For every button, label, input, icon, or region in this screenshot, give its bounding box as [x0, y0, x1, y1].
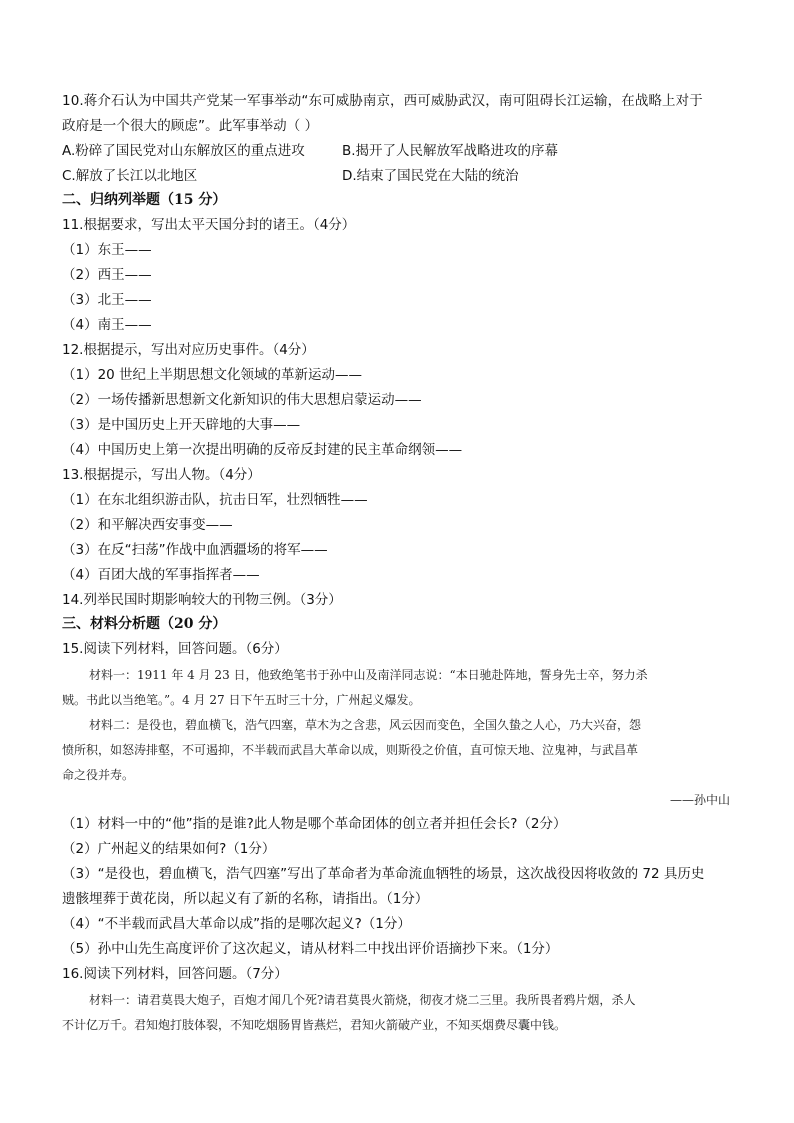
q11-prompt: 11.根据要求，写出太平天国分封的诸王。（4分）: [62, 217, 356, 233]
q15-sub-question: （3）“是役也，碧血横飞，浩气四塞”写出了革命者为革命流血牺牲的场景，这次战役因将收敛的 72 具历史: [62, 866, 705, 882]
q15-sub-question: （5）孙中山先生高度评价了这次起义，请从材料二中找出评价语摘抄下来。（1分）: [62, 941, 559, 957]
q13-item: （4）百团大战的军事指挥者——: [62, 567, 260, 583]
q15-prompt: 15.阅读下列材料，回答问题。（6分）: [62, 641, 288, 657]
q10-option-d: D.结束了国民党在大陆的统治: [342, 168, 519, 184]
q15-material-2-line: 材料二：是役也，碧血横飞，浩气四塞，草木为之含悲，风云因而变色，全国久蛰之人心，乃大兴奋，怨: [89, 718, 642, 732]
q15-material-2-line: 愤所积，如怒涛排壑，不可遏抑，不半载而武昌大革命以成，则斯役之价值，直可惊天地、泣鬼神，与武昌革: [62, 743, 639, 757]
q12-item: （1）20 世纪上半期思想文化领域的革新运动——: [62, 367, 363, 383]
q12-item: （2）一场传播新思想新文化新知识的伟大思想启蒙运动——: [62, 392, 422, 408]
q12-item: （4）中国历史上第一次提出明确的反帝反封建的民主革命纲领——: [62, 442, 463, 458]
q11-item: （4）南王——: [62, 317, 152, 333]
q15-sub-question: （2）广州起义的结果如何?（1分）: [62, 841, 276, 857]
q15-sub-question: 遗骸埋葬于黄花岗，所以起义有了新的名称，请指出。（1分）: [62, 891, 429, 907]
q10-line-2: 政府是一个很大的顾虑”。此军事举动（ ）: [62, 118, 319, 134]
q16-prompt: 16.阅读下列材料，回答问题。（7分）: [62, 966, 288, 982]
section-3-heading: 三、材料分析题（20 分）: [62, 616, 227, 632]
q13-prompt: 13.根据提示，写出人物。（4分）: [62, 467, 261, 483]
q10-line-1: 10.蒋介石认为中国共产党某一军事举动“东可威胁南京，西可威胁武汉，南可阻碍长江运输，在战略上对于: [62, 93, 703, 109]
q15-sub-question: （1）材料一中的“他”指的是谁?此人物是哪个革命团体的创立者并担任会长?（2分）: [62, 816, 567, 832]
q12-prompt: 12.根据提示，写出对应历史事件。（4分）: [62, 342, 315, 358]
q15-attribution: ——孙中山: [669, 793, 730, 807]
q11-item: （1）东王——: [62, 242, 152, 258]
section-2-heading: 二、归纳列举题（15 分）: [62, 192, 227, 208]
q15-material-1-line: 贼。书此以当绝笔。”。4 月 27 日下午五时三十分，广州起义爆发。: [62, 693, 421, 707]
q11-item: （3）北王——: [62, 292, 152, 308]
q13-item: （2）和平解决西安事变——: [62, 517, 233, 533]
q12-item: （3）是中国历史上开天辟地的大事——: [62, 417, 301, 433]
q10-option-b: B.揭开了人民解放军战略进攻的序幕: [342, 143, 559, 159]
q11-item: （2）西王——: [62, 267, 152, 283]
q10-option-c: C.解放了长江以北地区: [62, 168, 198, 184]
q16-material-1-line: 不计亿万千。君知炮打肢体裂，不知吃烟肠胃皆燕烂，君知火箭破产业，不知买烟费尽囊中钱。: [62, 1018, 567, 1032]
q13-item: （3）在反“扫荡”作战中血洒疆场的将军——: [62, 542, 328, 558]
q15-sub-question: （4）“不半载而武昌大革命以成”指的是哪次起义?（1分）: [62, 916, 411, 932]
q16-material-1-line: 材料一：请君莫畏大炮子，百炮才闻几个死?请君莫畏火箭烧，彻夜才烧二三里。我所畏者鸦片烟，杀人: [89, 993, 636, 1007]
q13-item: （1）在东北组织游击队，抗击日军，壮烈牺牲——: [62, 492, 368, 508]
q10-option-a: A.粉碎了国民党对山东解放区的重点进攻: [62, 143, 305, 159]
q15-material-2-line: 命之役并寿。: [62, 768, 135, 782]
q14-prompt: 14.列举民国时期影响较大的刊物三例。（3分）: [62, 592, 342, 608]
q15-material-1-line: 材料一：1911 年 4 月 23 日，他致绝笔书于孙中山及南洋同志说：“本日驰赴阵地，誓身先士卒，努力杀: [89, 668, 648, 682]
